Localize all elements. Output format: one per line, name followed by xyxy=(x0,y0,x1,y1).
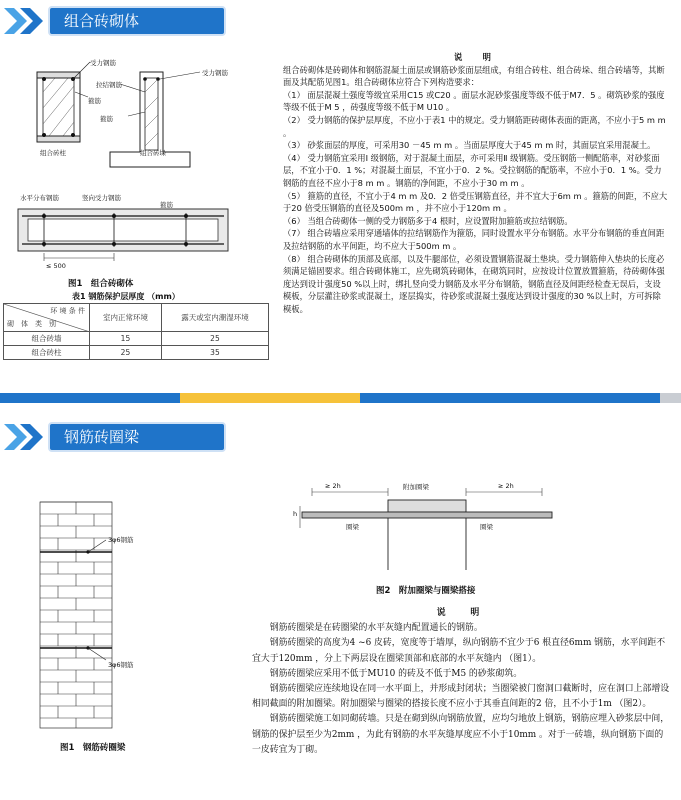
notes-heading: 说 明 xyxy=(436,608,488,618)
figure2-caption: 图2 附加圈梁与圈梁搭接 xyxy=(376,586,476,596)
row-name: 组合砖墙 xyxy=(4,332,90,346)
row-name: 组合砖柱 xyxy=(4,346,90,360)
header-type: 砌 体 类 别 xyxy=(7,320,56,328)
cover-thickness-table xyxy=(3,303,269,360)
note-paragraph: 钢筋砖圈梁应采用不低于MU10 的砖及不低于M5 的砂浆砌筑。 xyxy=(269,668,523,679)
table-title: 表1 钢筋保护层厚度 （mm） xyxy=(72,292,180,301)
composite-wall-figure xyxy=(14,205,234,263)
label-rebar-bottom: 3φ6钢筋 xyxy=(108,661,134,669)
label-ring-beam-left: 圈梁 xyxy=(346,523,359,531)
note-paragraph: 钢筋砖圈梁应连续地设在同一水平面上，并形成封闭状；当圈梁被门窗洞口截断时，应在洞口上部增设相同截面的附加圈梁。附加圈梁与圈梁的搭接长度不应小于其垂直间距的2 倍，且不小于1m （图2）。 xyxy=(252,684,670,710)
figure1-caption: 图1 组合砖砌体 xyxy=(68,279,134,289)
section-title: 组合砖砌体 xyxy=(48,6,226,36)
section-title: 钢筋砖圈梁 xyxy=(48,422,226,452)
figure1-caption: 图1 钢筋砖圈梁 xyxy=(60,743,126,753)
row-value: 25 xyxy=(161,332,268,346)
header-env: 环 境 条 件 xyxy=(50,307,85,315)
label-composite-buttress: 组合砖垛 xyxy=(140,149,166,157)
table-corner-header xyxy=(4,304,90,332)
label-ring-beam-right: 圈梁 xyxy=(480,523,493,531)
header-indoor: 室内正常环境 xyxy=(90,304,162,332)
section-banner-1 xyxy=(0,4,681,38)
note-paragraph: （7） 组合砖墙应采用穿通墙体的拉结钢筋作为箍筋，同时设置水平分布钢筋。水平分布钢筋的垂直间距及拉结钢筋的水平间距，均不应大于500m m 。 xyxy=(283,228,665,251)
note-paragraph: （3） 砂浆面层的厚度，可采用30 －45 m m 。当面层厚度大于45 m m 时，其面层宜采用混凝土。 xyxy=(283,140,656,151)
reinforced-brick-beam-figure xyxy=(38,500,118,730)
note-paragraph: （6） 当组合砖砌体一侧的受力钢筋多于4 根时，应设置附加箍筋或拉结钢筋。 xyxy=(283,215,573,226)
note-paragraph: （2） 受力钢筋的保护层厚度，不应小于表1 中的规定。受力钢筋距砖砌体表面的距离，不应小于5 m m 。 xyxy=(283,114,666,138)
note-paragraph: 钢筋砖圈梁施工如同砌砖墙。只是在砌到纵向钢筋放置，应均匀地放上钢筋，钢筋应埋入砂浆层中间，钢筋的保护层至少为2mm ，为此有钢筋的水平灰缝厚度应不小于10mm 。对于一砖墙，纵向钢筋下面的一皮砖宜为丁砌。 xyxy=(252,714,670,755)
note-paragraph: （8） 组合砖砌体的顶部及底部，以及牛腿部位，必须设置钢筋混凝土垫块。受力钢筋伸入垫块的长度必须满足锚固要求。组合砖砌体施工，应先砌筑砖砌体，在砌筑同时，应按设计位置放置箍筋，待砖砌体强度达到设计强度50 %以上时，绑扎竖向受力钢筋及水平分布钢筋，钢筋直径及间距经检查无误后，支设模板，分层灌注砂浆或混凝土，逐层捣实，待砂浆或混凝土强度达到设计强度的30 %以上时，方可拆除模板。 xyxy=(283,253,665,314)
label-dim-left: ≥ 2h xyxy=(325,482,341,490)
row-value: 35 xyxy=(161,346,268,360)
note-paragraph: 钢筋砖圈梁的高度为4 ~6 皮砖，宽度等于墙厚，纵向钢筋不宜少于6 根直径6mm 钢筋，水平间距不宜大于120mm ，分上下两层设在圈梁顶部和底部的水平灰缝内 （图1）。 xyxy=(252,638,666,664)
table-row xyxy=(4,346,269,360)
label-composite-column: 组合砖柱 xyxy=(40,149,66,157)
row-value: 15 xyxy=(90,332,162,346)
section-separator xyxy=(0,393,681,403)
notes-heading: 说 明 xyxy=(454,52,497,62)
label-rebar-a: 受力钢筋 xyxy=(90,59,116,67)
label-h: h xyxy=(293,510,298,518)
header-outdoor: 露天或室内潮湿环境 xyxy=(161,304,268,332)
label-dim-right: ≥ 2h xyxy=(498,482,514,490)
label-spacing-dim: ≤ 500 xyxy=(46,262,66,270)
label-vertical-rebar: 竖向受力钢筋 xyxy=(82,194,121,202)
row-value: 25 xyxy=(90,346,162,360)
section-banner-2 xyxy=(0,420,681,454)
label-tie-bar: 拉结钢筋 xyxy=(96,81,122,89)
label-rebar-top: 3φ6钢筋 xyxy=(108,536,134,544)
label-additional-beam: 附加圈梁 xyxy=(403,483,429,491)
note-paragraph: 钢筋砖圈梁是在砖圈梁的水平灰缝内配置通长的钢筋。 xyxy=(269,623,483,634)
label-stirrup-a: 箍筋 xyxy=(88,97,101,105)
lap-joint-figure xyxy=(292,480,562,580)
label-horizontal-rebar: 水平分布钢筋 xyxy=(20,194,59,202)
note-paragraph: （1） 面层混凝土强度等级宜采用C15 或C20 。面层水泥砂浆强度等级不低于M7．5 。砌筑砂浆的强度等级不低于M 5 ，砖强度等级不低于M U10 。 xyxy=(283,89,665,113)
note-paragraph: 组合砖砌体是砖砌体和钢筋混凝土面层或钢筋砂浆面层组成，有组合砖柱、组合砖垛、组合砖墙等，其断面及其配筋见图1。组合砖砌体应符合下列构造要求： xyxy=(283,64,665,88)
section2-notes xyxy=(252,606,672,758)
label-stirrup-b: 箍筋 xyxy=(100,115,113,123)
label-wall-stirrup: 箍筋 xyxy=(160,201,173,209)
table-row xyxy=(4,332,269,346)
note-paragraph: （5） 箍筋的直径，不宜小于4 m m 及0．2 倍受压钢筋直径，并不宜大于6m m 。箍筋的间距，不应大于20 倍受压钢筋的直径及500m m ，并不应小于120m m 。 xyxy=(283,190,668,214)
section1-notes xyxy=(283,51,668,315)
note-paragraph: （4） 受力钢筋宜采用Ⅰ 级钢筋，对于混凝土面层，亦可采用Ⅱ 级钢筋。受压钢筋一侧配筋率，对砂浆面层，不宜小于0．1 %；对混凝土面层，不宜小于0．2 %。受拉钢筋的配筋率，不应小于0．1 %。受力钢筋的直径不应小于8 m m 。钢筋的净间距，不应小于30 m m 。 xyxy=(283,152,662,188)
label-rebar-b: 受力钢筋 xyxy=(202,69,228,77)
